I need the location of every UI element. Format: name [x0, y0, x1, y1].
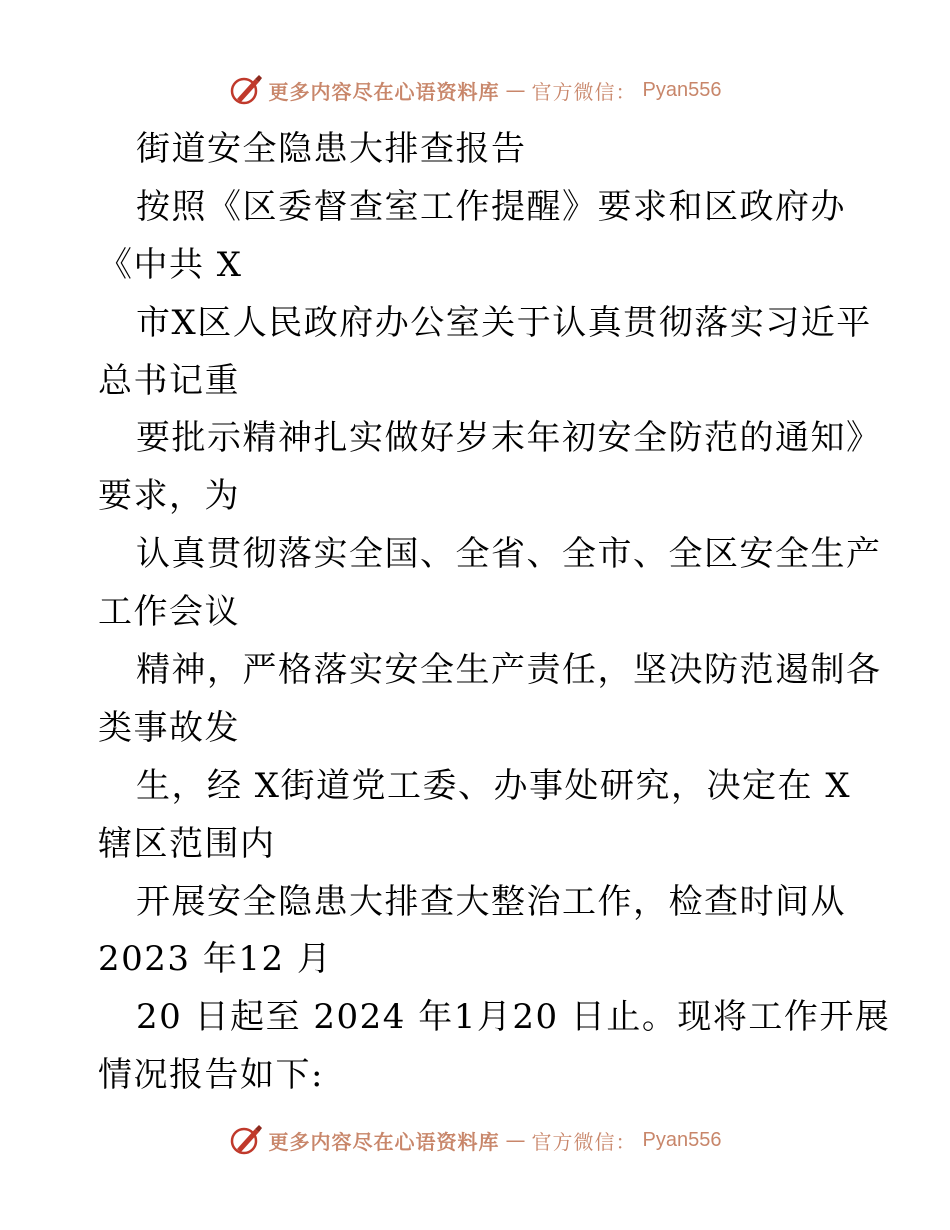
- watermark-dash: —: [505, 1128, 526, 1152]
- paragraph-line: 类事故发: [98, 707, 240, 748]
- watermark-id: Pyan556: [642, 1128, 722, 1151]
- paragraph-line: 要批示精神扎实做好岁末年初安全防范的通知》: [136, 418, 882, 459]
- watermark-header: [0, 70, 950, 110]
- paragraph-line: 情况报告如下:: [98, 1055, 324, 1096]
- pen-logo-icon: [229, 1123, 263, 1157]
- paragraph-line: 20 日起至 2024 年1月20 日止。现将工作开展: [136, 997, 891, 1038]
- watermark-suffix: 官方微信：: [531, 1129, 637, 1154]
- watermark-text: 更多内容尽在心语资料库: [268, 1129, 500, 1154]
- paragraph-line: 2023 年12 月: [98, 939, 333, 980]
- paragraph-line: 市X区人民政府办公室关于认真贯彻落实习近平: [136, 302, 872, 343]
- document-title: 街道安全隐患大排查报告: [136, 129, 527, 169]
- paragraph-line: 要求，为: [98, 476, 240, 517]
- watermark-dash: —: [505, 78, 526, 102]
- paragraph-line: 生，经 X街道党工委、办事处研究，决定在 X: [136, 765, 852, 806]
- paragraph-line: 精神，严格落实安全生产责任，坚决防范遏制各: [136, 650, 882, 691]
- paragraph-line: 开展安全隐患大排查大整治工作，检查时间从: [136, 881, 846, 922]
- paragraph-line: 按照《区委督查室工作提醒》要求和区政府办: [136, 186, 846, 227]
- document-body: [98, 121, 891, 1105]
- watermark-id: Pyan556: [642, 78, 722, 101]
- watermark-footer: [0, 1120, 950, 1160]
- paragraph-line: 总书记重: [98, 360, 240, 401]
- paragraph-line: 工作会议: [98, 592, 240, 633]
- pen-logo-icon: [229, 73, 263, 107]
- watermark-suffix: 官方微信：: [531, 79, 637, 104]
- paragraph-line: 认真贯彻落实全国、全省、全市、全区安全生产: [136, 534, 882, 575]
- watermark-text: 更多内容尽在心语资料库: [268, 79, 500, 104]
- paragraph-line: 辖区范围内: [98, 823, 276, 864]
- paragraph-line: 《中共 X: [98, 244, 243, 285]
